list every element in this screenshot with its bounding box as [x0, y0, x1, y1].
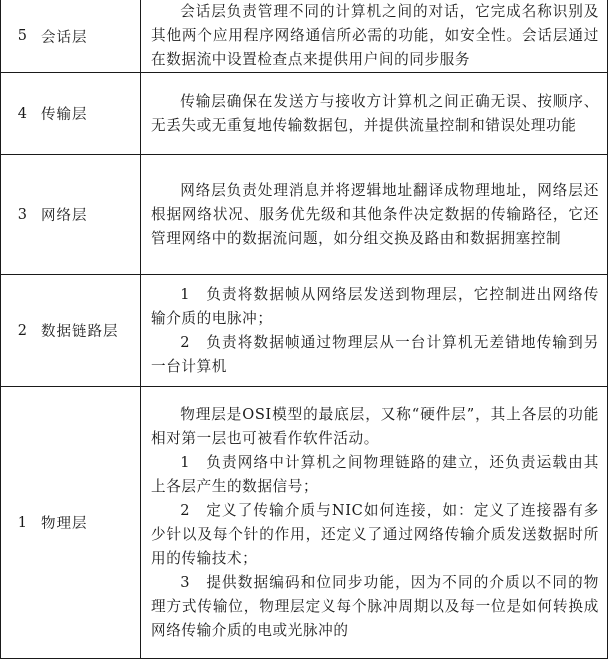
- table-row: [1, 387, 608, 659]
- layer-name: 数据链路层: [41, 324, 119, 340]
- description-paragraph: 2 负责将数据帧通过物理层从一台计算机无差错地传输到另一台计算机: [151, 333, 599, 375]
- description-cell: [141, 73, 608, 155]
- description-cell: [141, 0, 608, 73]
- description-paragraph: 网络层负责处理消息并将逻辑地址翻译成物理地址，网络层还根据网络状况、服务优先级和其他条件决定数据的传输路径，它还管理网络中的数据流问题，如分组交换及路由和数据拥塞控制: [151, 181, 599, 247]
- description-paragraph: 会话层负责管理不同的计算机之间的对话，它完成名称识别及其他两个应用程序网络通信所必需的功能，如安全性。会话层通过在数据流中设置检查点来提供用户间的同步服务: [151, 3, 599, 68]
- description-cell: [141, 155, 608, 275]
- description-cell: [141, 275, 608, 387]
- table-row: [1, 73, 608, 155]
- description-paragraph: 3 提供数据编码和位同步功能，因为不同的介质以不同的物理方式传输位，物理层定义每个脉冲周期以及每一位是如何转换成网络传输介质的电或光脉冲的: [151, 573, 599, 639]
- layer-name: 网络层: [41, 208, 88, 224]
- layer-name: 物理层: [41, 516, 88, 532]
- layer-number: 1: [17, 514, 27, 531]
- table-row: [1, 155, 608, 275]
- layer-number: 4: [17, 105, 27, 122]
- table-row: [1, 0, 608, 73]
- layer-cell: [1, 387, 141, 659]
- layer-cell: [1, 155, 141, 275]
- description-paragraph: 1 负责将数据帧从网络层发送到物理层，它控制进出网络传输介质的电脉冲；: [151, 285, 599, 327]
- layer-cell: [1, 275, 141, 387]
- layer-number: 3: [17, 206, 27, 223]
- layer-number: 2: [17, 322, 27, 339]
- layer-cell: [1, 0, 141, 73]
- description-paragraph: 2 定义了传输介质与NIC如何连接，如：定义了连接器有多少针以及每个针的作用，还定义了通过网络传输介质发送数据时所用的传输技术；: [151, 501, 599, 567]
- table-row: [1, 275, 608, 387]
- description-paragraph: 1 负责网络中计算机之间物理链路的建立，还负责运载由其上各层产生的数据信号；: [151, 453, 599, 495]
- description-paragraph: 传输层确保在发送方与接收方计算机之间正确无误、按顺序、无丢失或无重复地传输数据包，并提供流量控制和错误处理功能: [151, 92, 599, 134]
- description-cell: [141, 387, 608, 659]
- layer-number: 5: [17, 28, 27, 44]
- layer-cell: [1, 73, 141, 155]
- layer-name: 传输层: [41, 107, 88, 123]
- description-paragraph: 物理层是OSI模型的最底层，又称“硬件层”，其上各层的功能相对第一层也可被看作软件活动。: [151, 405, 599, 447]
- layer-name: 会话层: [41, 29, 88, 46]
